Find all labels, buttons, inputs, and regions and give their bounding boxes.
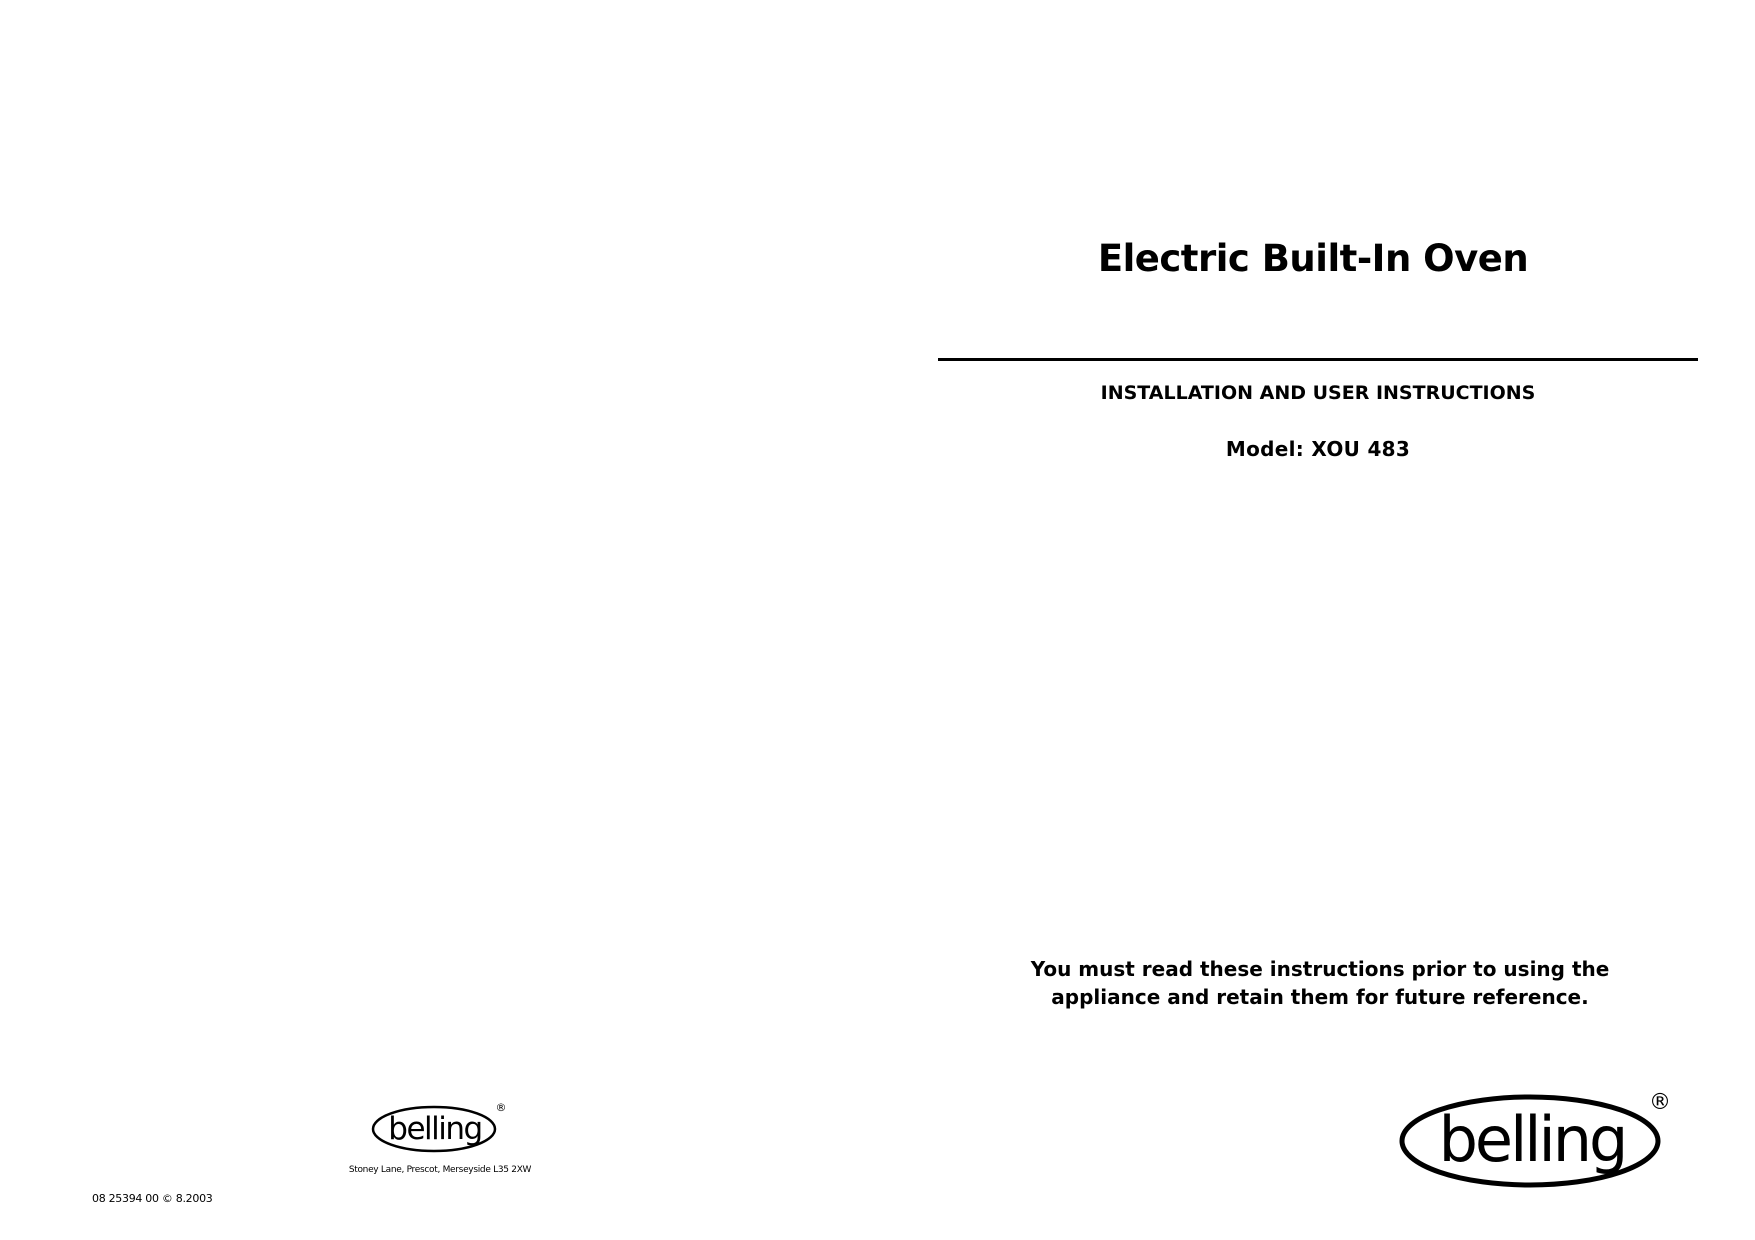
logo-small-wordmark: belling <box>388 1111 482 1147</box>
document-subtitle: INSTALLATION AND USER INSTRUCTIONS <box>1100 382 1536 404</box>
logo-small-registered-mark: ® <box>495 1101 507 1114</box>
notice-line-2: appliance and retain them for future reference. <box>1051 985 1589 1009</box>
belling-logo-small <box>370 1098 510 1154</box>
read-instructions-notice <box>980 955 1660 1011</box>
notice-line-1: You must read these instructions prior to using the <box>1030 957 1610 981</box>
logo-large-registered-mark: ® <box>1649 1090 1671 1115</box>
logo-large-wordmark: belling <box>1438 1103 1626 1176</box>
title-divider <box>938 358 1698 361</box>
document-title: Electric Built-In Oven <box>1097 237 1529 280</box>
model-number: Model: XOU 483 <box>1225 437 1411 461</box>
belling-logo-large <box>1398 1085 1673 1190</box>
company-address: Stoney Lane, Prescot, Merseyside L35 2XW <box>348 1165 532 1175</box>
document-reference: 08 25394 00 © 8.2003 <box>92 1192 213 1205</box>
